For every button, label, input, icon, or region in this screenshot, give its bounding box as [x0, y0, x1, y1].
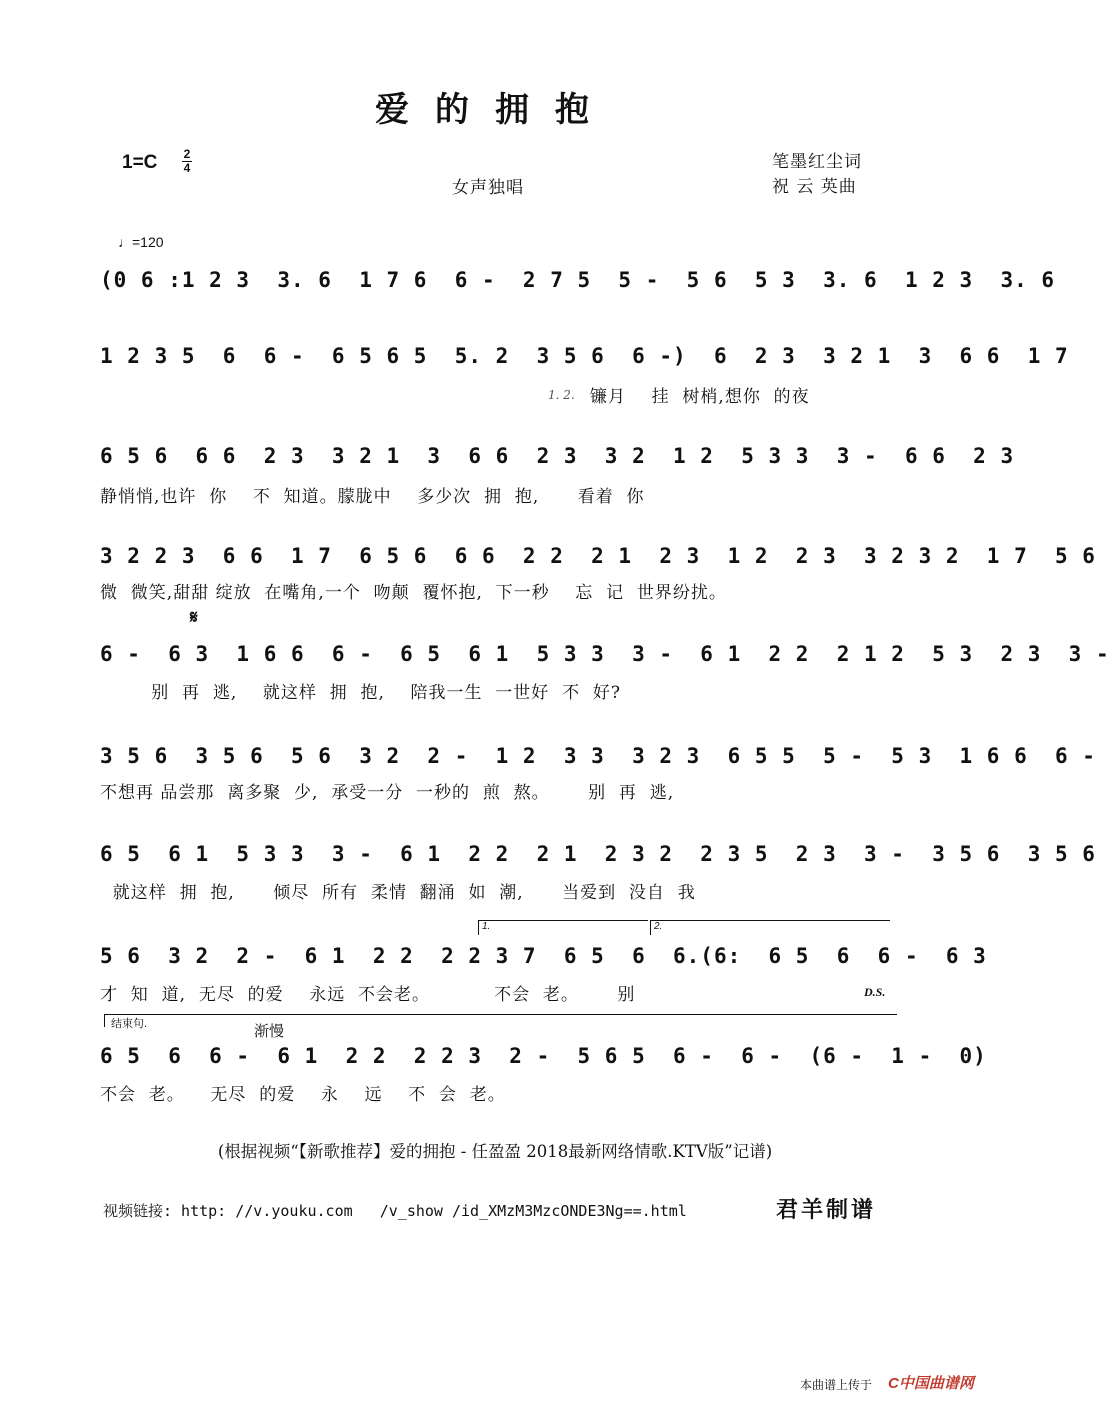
score-line-5: 6 - 6 3 1 6 6 6 - 6 5 6 1 5 3 3 3 - 6 1 2 2 2 1 2 5 3 2 3 3 -: [100, 642, 1110, 666]
lyrics-line-7: 就这样 拥 抱, 倾尽 所有 柔情 翻涌 如 潮, 当爱到 没自 我: [100, 883, 696, 903]
score-line-1: (0 6 :1 2 3 3. 6 1 7 6 6 - 2 7 5 5 - 5 6 5 3 3. 6 1 2 3 3. 6: [100, 268, 1056, 292]
source-note: (根据视频“【新歌推荐】爱的拥抱 - 任盈盈 2018最新网络情歌.KTV版”记谱): [217, 1142, 773, 1161]
ending-bracket: 结束句.: [104, 1014, 897, 1027]
lyrics-line-9: 不会 老。 无尽 的爱 永 远 不 会 老。: [100, 1085, 506, 1105]
score-line-3: 6 5 6 6 6 2 3 3 2 1 3 6 6 2 3 3 2 1 2 5 3 3 3 - 6 6 2 3: [100, 444, 1015, 468]
score-line-9: 6 5 6 6 - 6 1 2 2 2 2 3 2 - 5 6 5 6 - 6 - (6 - 1 - 0): [100, 1044, 987, 1068]
performance-type: 女声独唱: [452, 178, 524, 198]
time-signature: [182, 148, 192, 175]
ritardando-marking: 渐慢: [254, 1022, 285, 1040]
verse-number: [548, 384, 575, 403]
upload-text: 本曲谱上传于: [800, 1378, 873, 1392]
score-line-2: 1 2 3 5 6 6 - 6 5 6 5 5. 2 3 5 6 6 -) 6 2 3 3 2 1 3 6 6 1 7: [100, 344, 1069, 368]
site-logo[interactable]: C中国曲谱网: [888, 1375, 974, 1392]
score-line-7: 6 5 6 1 5 3 3 3 - 6 1 2 2 2 1 2 3 2 2 3 5 2 3 3 - 3 5 6 3 5 6: [100, 842, 1096, 866]
score-line-4: 3 2 2 3 6 6 1 7 6 5 6 6 6 2 2 2 1 2 3 1 2 2 3 3 2 3 2 1 7 5 6: [100, 544, 1096, 568]
lyrics-line-8: 才 知 道, 无尽 的爱 永远 不会老。 不会 老。 别: [100, 985, 636, 1005]
composer-credit: 祝 云 英曲: [772, 177, 857, 197]
tempo-marking: ♩=120: [118, 234, 164, 250]
verse-number-label: 1. 2.: [548, 388, 575, 402]
lyrics-line-4: 微 微笑,甜甜 绽放 在嘴角,一个 吻颠 覆怀抱, 下一秒 忘 记 世界纷扰。: [100, 583, 727, 603]
time-sig-top: 2: [183, 147, 191, 161]
score-line-6: 3 5 6 3 5 6 5 6 3 2 2 - 1 2 3 3 3 2 3 6 5 5 5 - 5 3 1 6 6 6 -: [100, 744, 1096, 768]
lyrics-line-3: 静悄悄,也许 你 不 知道。朦胧中 多少次 拥 抱, 看着 你: [100, 487, 645, 507]
score-line-8: 5 6 3 2 2 - 6 1 2 2 2 2 3 7 6 5 6 6.(6: 6 5 6 6 - 6 3: [100, 944, 987, 968]
lyrics-line-5: 别 再 逃, 就这样 拥 抱, 陪我一生 一世好 不 好?: [100, 683, 622, 703]
lyrics-line-6: 不想再 品尝那 离多聚 少, 承受一分 一秒的 煎 熬。 别 再 逃,: [100, 783, 675, 803]
lyrics-line-2: 镰月 挂 树梢,想你 的夜: [590, 387, 810, 407]
dal-segno-marking: D.S.: [864, 985, 886, 999]
segno-sign: 𝄋: [190, 607, 198, 628]
song-title: 爱的拥抱: [375, 90, 615, 130]
key-signature: 1=C: [122, 152, 158, 173]
transcriber-seal: 君羊制谱: [776, 1197, 877, 1223]
video-link: 视频链接: http: //v.youku.com /v_show /id_XMzM3MzcONDE3Ng==.html: [103, 1202, 687, 1220]
volta-2: 2.: [650, 920, 890, 935]
volta-1: 1.: [478, 920, 648, 935]
time-sig-bottom: 4: [183, 161, 191, 175]
lyricist-credit: 笔墨红尘词: [772, 152, 862, 172]
